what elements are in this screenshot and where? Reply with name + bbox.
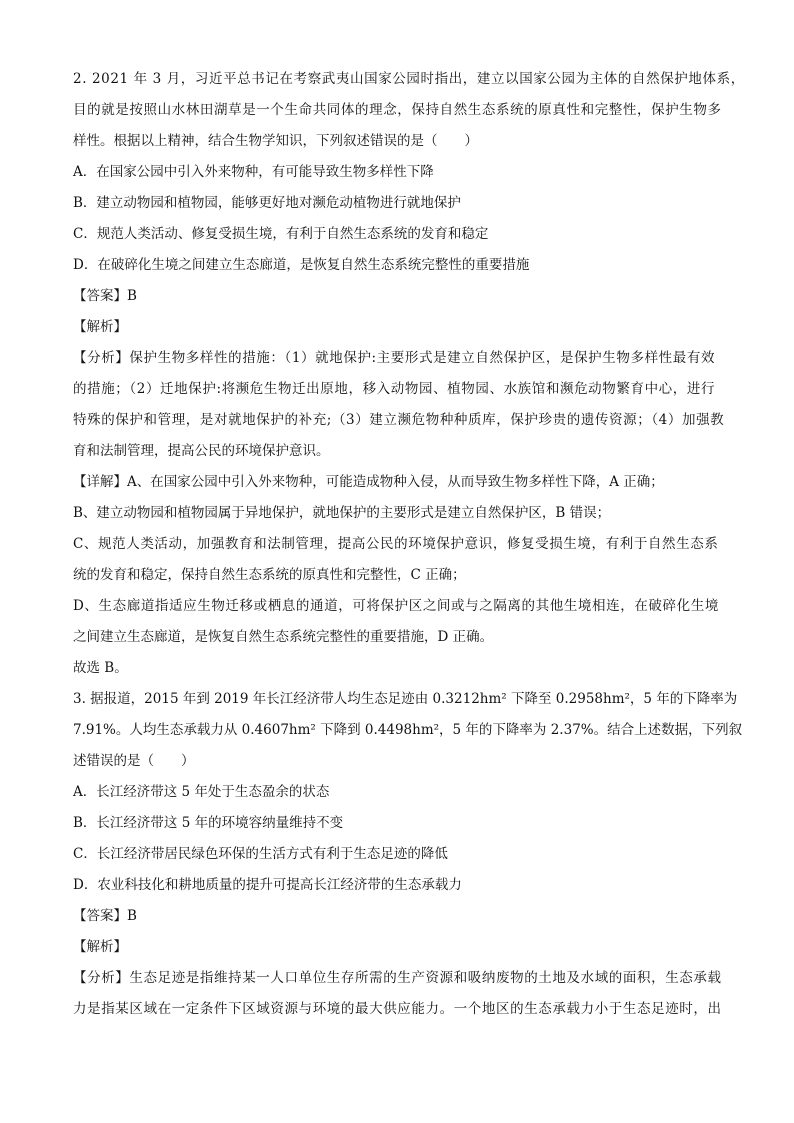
q3-stem-line-3: 述错误的是（ ） (73, 753, 195, 769)
q2-analysis-heading: 【解析】 (73, 319, 127, 335)
q2-option-b: B．建立动物园和植物园，能够更好地对濒危动植物进行就地保护 (73, 195, 461, 211)
q2-analysis-line-2: 的措施；（2）迁地保护:将濒危生物迁出原地，移入动物园、植物园、水族馆和濒危动物繁育中心，进行 (73, 381, 716, 397)
q2-analysis-line-3: 特殊的保护和管理，是对就地保护的补充;（3）建立濒危物种种质库，保护珍贵的遗传资源；（4）加强教 (73, 412, 725, 428)
q2-analysis-line-4: 育和法制管理，提高公民的环境保护意识。 (73, 443, 330, 459)
q2-option-a: A．在国家公园中引入外来物种，有可能导致生物多样性下降 (73, 164, 434, 180)
q2-detail-line-3: C、规范人类活动，加强教育和法制管理，提高公民的环境保护意识，修复受损生境，有利于自然生态系 (73, 536, 719, 552)
q3-analysis-line-2: 力是指某区域在一定条件下区域资源与环境的最大供应能力。一个地区的生态承载力小于生态足迹时，出 (73, 1001, 722, 1017)
q2-detail-line-4: 统的发育和稳定，保持自然生态系统的原真性和完整性，C 正确； (73, 567, 466, 583)
q3-stem-line-1: 3. 据报道，2015 年到 2019 年长江经济带人均生态足迹由 0.3212hm² 下降至 0.2958hm²，5 年的下降率为 (73, 691, 738, 707)
q2-detail-line-1: 【详解】A、在国家公园中引入外来物种，可能造成物种入侵，从而导致生物多样性下降，A 正确； (73, 474, 664, 490)
q3-option-a: A．长江经济带这 5 年处于生态盈余的状态 (73, 784, 330, 800)
q2-detail-line-6: 之间建立生态廊道，是恢复自然生态系统完整性的重要措施，D 正确。 (73, 629, 494, 645)
q2-answer: 【答案】B (73, 288, 137, 304)
q2-detail-line-2: B、建立动物园和植物园属于异地保护，就地保护的主要形式是建立自然保护区，B 错误； (73, 505, 611, 521)
q3-analysis-heading: 【解析】 (73, 939, 127, 955)
q3-option-b: B．长江经济带这 5 年的环境容纳量维持不变 (73, 815, 344, 831)
q3-answer: 【答案】B (73, 908, 137, 924)
q3-analysis-line-1: 【分析】生态足迹是指维持某一人口单位生存所需的生产资源和吸纳废物的土地及水域的面积，生态承载 (73, 970, 722, 986)
q2-detail-line-5: D、生态廊道指适应生物迁移或栖息的通道，可将保护区之间或与之隔离的其他生境相连，在破碎化生境 (73, 598, 719, 614)
q2-stem-line-2: 目的就是按照山水林田湖草是一个生命共同体的理念，保持自然生态系统的原真性和完整性，保护生物多 (73, 102, 722, 118)
q2-stem-line-3: 样性。根据以上精神，结合生物学知识，下列叙述错误的是（ ） (73, 133, 478, 149)
q2-conclusion: 故选 B。 (73, 660, 128, 676)
q2-analysis-line-1: 【分析】保护生物多样性的措施：（1）就地保护:主要形式是建立自然保护区，是保护生物多样性最有效 (73, 350, 716, 366)
q2-stem-line-1: 2. 2021 年 3 月，习近平总书记在考察武夷山国家公园时指出，建立以国家公园为主体的自然保护地体系， (73, 71, 745, 87)
q2-option-c: C．规范人类活动、修复受损生境，有利于自然生态系统的发育和稳定 (73, 226, 489, 242)
q2-option-d: D．在破碎化生境之间建立生态廊道，是恢复自然生态系统完整性的重要措施 (73, 257, 530, 273)
q3-option-d: D．农业科技化和耕地质量的提升可提高长江经济带的生态承载力 (73, 877, 462, 893)
q3-stem-line-2: 7.91%。人均生态承载力从 0.4607hm² 下降到 0.4498hm²，5 年的下降率为 2.37%。结合上述数据，下列叙 (73, 722, 743, 738)
q3-option-c: C．长江经济带居民绿色环保的生活方式有利于生态足迹的降低 (73, 846, 448, 862)
